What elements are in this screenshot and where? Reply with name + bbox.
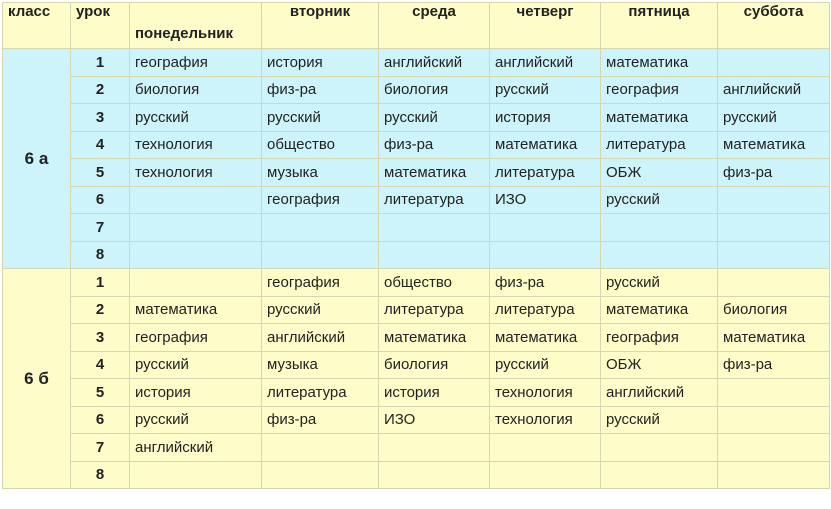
- subject-cell: русский: [490, 76, 601, 104]
- subject-cell: физ-ра: [262, 76, 379, 104]
- lesson-number: 3: [71, 104, 130, 132]
- subject-cell: история: [262, 49, 379, 77]
- lesson-number: 2: [71, 76, 130, 104]
- table-row: [3, 76, 830, 104]
- subject-cell: общество: [262, 131, 379, 159]
- subject-cell: русский: [601, 406, 718, 434]
- table-row: [3, 351, 830, 379]
- subject-cell: физ-ра: [379, 131, 490, 159]
- subject-cell: биология: [718, 296, 830, 324]
- subject-cell: математика: [490, 324, 601, 352]
- subject-cell: математика: [490, 131, 601, 159]
- subject-cell: [718, 379, 830, 407]
- header-class: класс: [3, 3, 71, 49]
- subject-cell: русский: [262, 104, 379, 132]
- table-row: [3, 269, 830, 297]
- subject-cell: биология: [379, 76, 490, 104]
- subject-cell: математика: [379, 324, 490, 352]
- subject-cell: русский: [718, 104, 830, 132]
- subject-cell: биология: [130, 76, 262, 104]
- subject-cell: [601, 214, 718, 242]
- subject-cell: [262, 241, 379, 269]
- subject-cell: [601, 434, 718, 462]
- subject-cell: русский: [262, 296, 379, 324]
- lesson-number: 4: [71, 351, 130, 379]
- subject-cell: география: [601, 324, 718, 352]
- subject-cell: физ-ра: [490, 269, 601, 297]
- table-row: [3, 131, 830, 159]
- subject-cell: [718, 269, 830, 297]
- subject-cell: история: [130, 379, 262, 407]
- subject-cell: музыка: [262, 351, 379, 379]
- subject-cell: математика: [718, 324, 830, 352]
- subject-cell: ИЗО: [490, 186, 601, 214]
- lesson-number: 6: [71, 186, 130, 214]
- table-row: [3, 434, 830, 462]
- class-name-cell: 6 а: [3, 49, 71, 269]
- subject-cell: [262, 214, 379, 242]
- subject-cell: ОБЖ: [601, 351, 718, 379]
- header-lesson: урок: [71, 3, 130, 49]
- subject-cell: литература: [601, 131, 718, 159]
- table-row: [3, 406, 830, 434]
- lesson-number: 8: [71, 241, 130, 269]
- subject-cell: [490, 214, 601, 242]
- subject-cell: биология: [379, 351, 490, 379]
- subject-cell: литература: [490, 159, 601, 187]
- subject-cell: математика: [601, 49, 718, 77]
- subject-cell: английский: [262, 324, 379, 352]
- subject-cell: география: [601, 76, 718, 104]
- subject-cell: [262, 434, 379, 462]
- subject-cell: технология: [130, 131, 262, 159]
- subject-cell: музыка: [262, 159, 379, 187]
- header-day-monday: понедельник: [130, 3, 262, 49]
- subject-cell: русский: [130, 406, 262, 434]
- group-6b: [3, 269, 830, 489]
- lesson-number: 8: [71, 461, 130, 489]
- subject-cell: [601, 241, 718, 269]
- subject-cell: [490, 241, 601, 269]
- table-row: [3, 296, 830, 324]
- subject-cell: математика: [379, 159, 490, 187]
- class-name-cell: 6 б: [3, 269, 71, 489]
- header-day-thursday: четверг: [490, 3, 601, 49]
- subject-cell: [490, 434, 601, 462]
- lesson-number: 7: [71, 214, 130, 242]
- table-row: [3, 159, 830, 187]
- subject-cell: [130, 214, 262, 242]
- subject-cell: ОБЖ: [601, 159, 718, 187]
- subject-cell: [379, 461, 490, 489]
- subject-cell: география: [262, 269, 379, 297]
- subject-cell: литература: [379, 186, 490, 214]
- table-row: [3, 214, 830, 242]
- subject-cell: [379, 434, 490, 462]
- schedule-table: [2, 2, 830, 489]
- table-row: [3, 49, 830, 77]
- lesson-number: 6: [71, 406, 130, 434]
- lesson-number: 3: [71, 324, 130, 352]
- lesson-number: 7: [71, 434, 130, 462]
- subject-cell: русский: [601, 186, 718, 214]
- header-day-saturday: суббота: [718, 3, 830, 49]
- table-row: [3, 104, 830, 132]
- table-row: [3, 324, 830, 352]
- subject-cell: [718, 49, 830, 77]
- group-6a: [3, 49, 830, 269]
- subject-cell: русский: [130, 351, 262, 379]
- subject-cell: физ-ра: [262, 406, 379, 434]
- subject-cell: ИЗО: [379, 406, 490, 434]
- header-row: [3, 3, 830, 49]
- subject-cell: русский: [490, 351, 601, 379]
- lesson-number: 2: [71, 296, 130, 324]
- subject-cell: математика: [601, 104, 718, 132]
- lesson-number: 5: [71, 159, 130, 187]
- subject-cell: [718, 461, 830, 489]
- subject-cell: [718, 434, 830, 462]
- subject-cell: физ-ра: [718, 159, 830, 187]
- subject-cell: история: [490, 104, 601, 132]
- subject-cell: [379, 241, 490, 269]
- lesson-number: 5: [71, 379, 130, 407]
- subject-cell: русский: [379, 104, 490, 132]
- subject-cell: [130, 269, 262, 297]
- subject-cell: английский: [601, 379, 718, 407]
- table-row: [3, 186, 830, 214]
- lesson-number: 1: [71, 269, 130, 297]
- subject-cell: математика: [718, 131, 830, 159]
- table-row: [3, 379, 830, 407]
- subject-cell: [130, 241, 262, 269]
- subject-cell: математика: [130, 296, 262, 324]
- subject-cell: литература: [262, 379, 379, 407]
- table-row: [3, 461, 830, 489]
- header-day-tuesday: вторник: [262, 3, 379, 49]
- subject-cell: литература: [490, 296, 601, 324]
- subject-cell: технология: [490, 406, 601, 434]
- subject-cell: [262, 461, 379, 489]
- subject-cell: [379, 214, 490, 242]
- subject-cell: английский: [490, 49, 601, 77]
- subject-cell: география: [262, 186, 379, 214]
- subject-cell: [718, 241, 830, 269]
- subject-cell: технология: [490, 379, 601, 407]
- header-day-wednesday: среда: [379, 3, 490, 49]
- subject-cell: английский: [718, 76, 830, 104]
- subject-cell: русский: [130, 104, 262, 132]
- subject-cell: [130, 186, 262, 214]
- subject-cell: английский: [379, 49, 490, 77]
- subject-cell: география: [130, 324, 262, 352]
- subject-cell: [718, 406, 830, 434]
- subject-cell: [490, 461, 601, 489]
- table-row: [3, 241, 830, 269]
- subject-cell: история: [379, 379, 490, 407]
- subject-cell: [601, 461, 718, 489]
- lesson-number: 1: [71, 49, 130, 77]
- subject-cell: общество: [379, 269, 490, 297]
- subject-cell: математика: [601, 296, 718, 324]
- subject-cell: [718, 186, 830, 214]
- header-day-friday: пятница: [601, 3, 718, 49]
- subject-cell: литература: [379, 296, 490, 324]
- subject-cell: английский: [130, 434, 262, 462]
- subject-cell: физ-ра: [718, 351, 830, 379]
- subject-cell: технология: [130, 159, 262, 187]
- subject-cell: география: [130, 49, 262, 77]
- lesson-number: 4: [71, 131, 130, 159]
- subject-cell: [718, 214, 830, 242]
- subject-cell: [130, 461, 262, 489]
- subject-cell: русский: [601, 269, 718, 297]
